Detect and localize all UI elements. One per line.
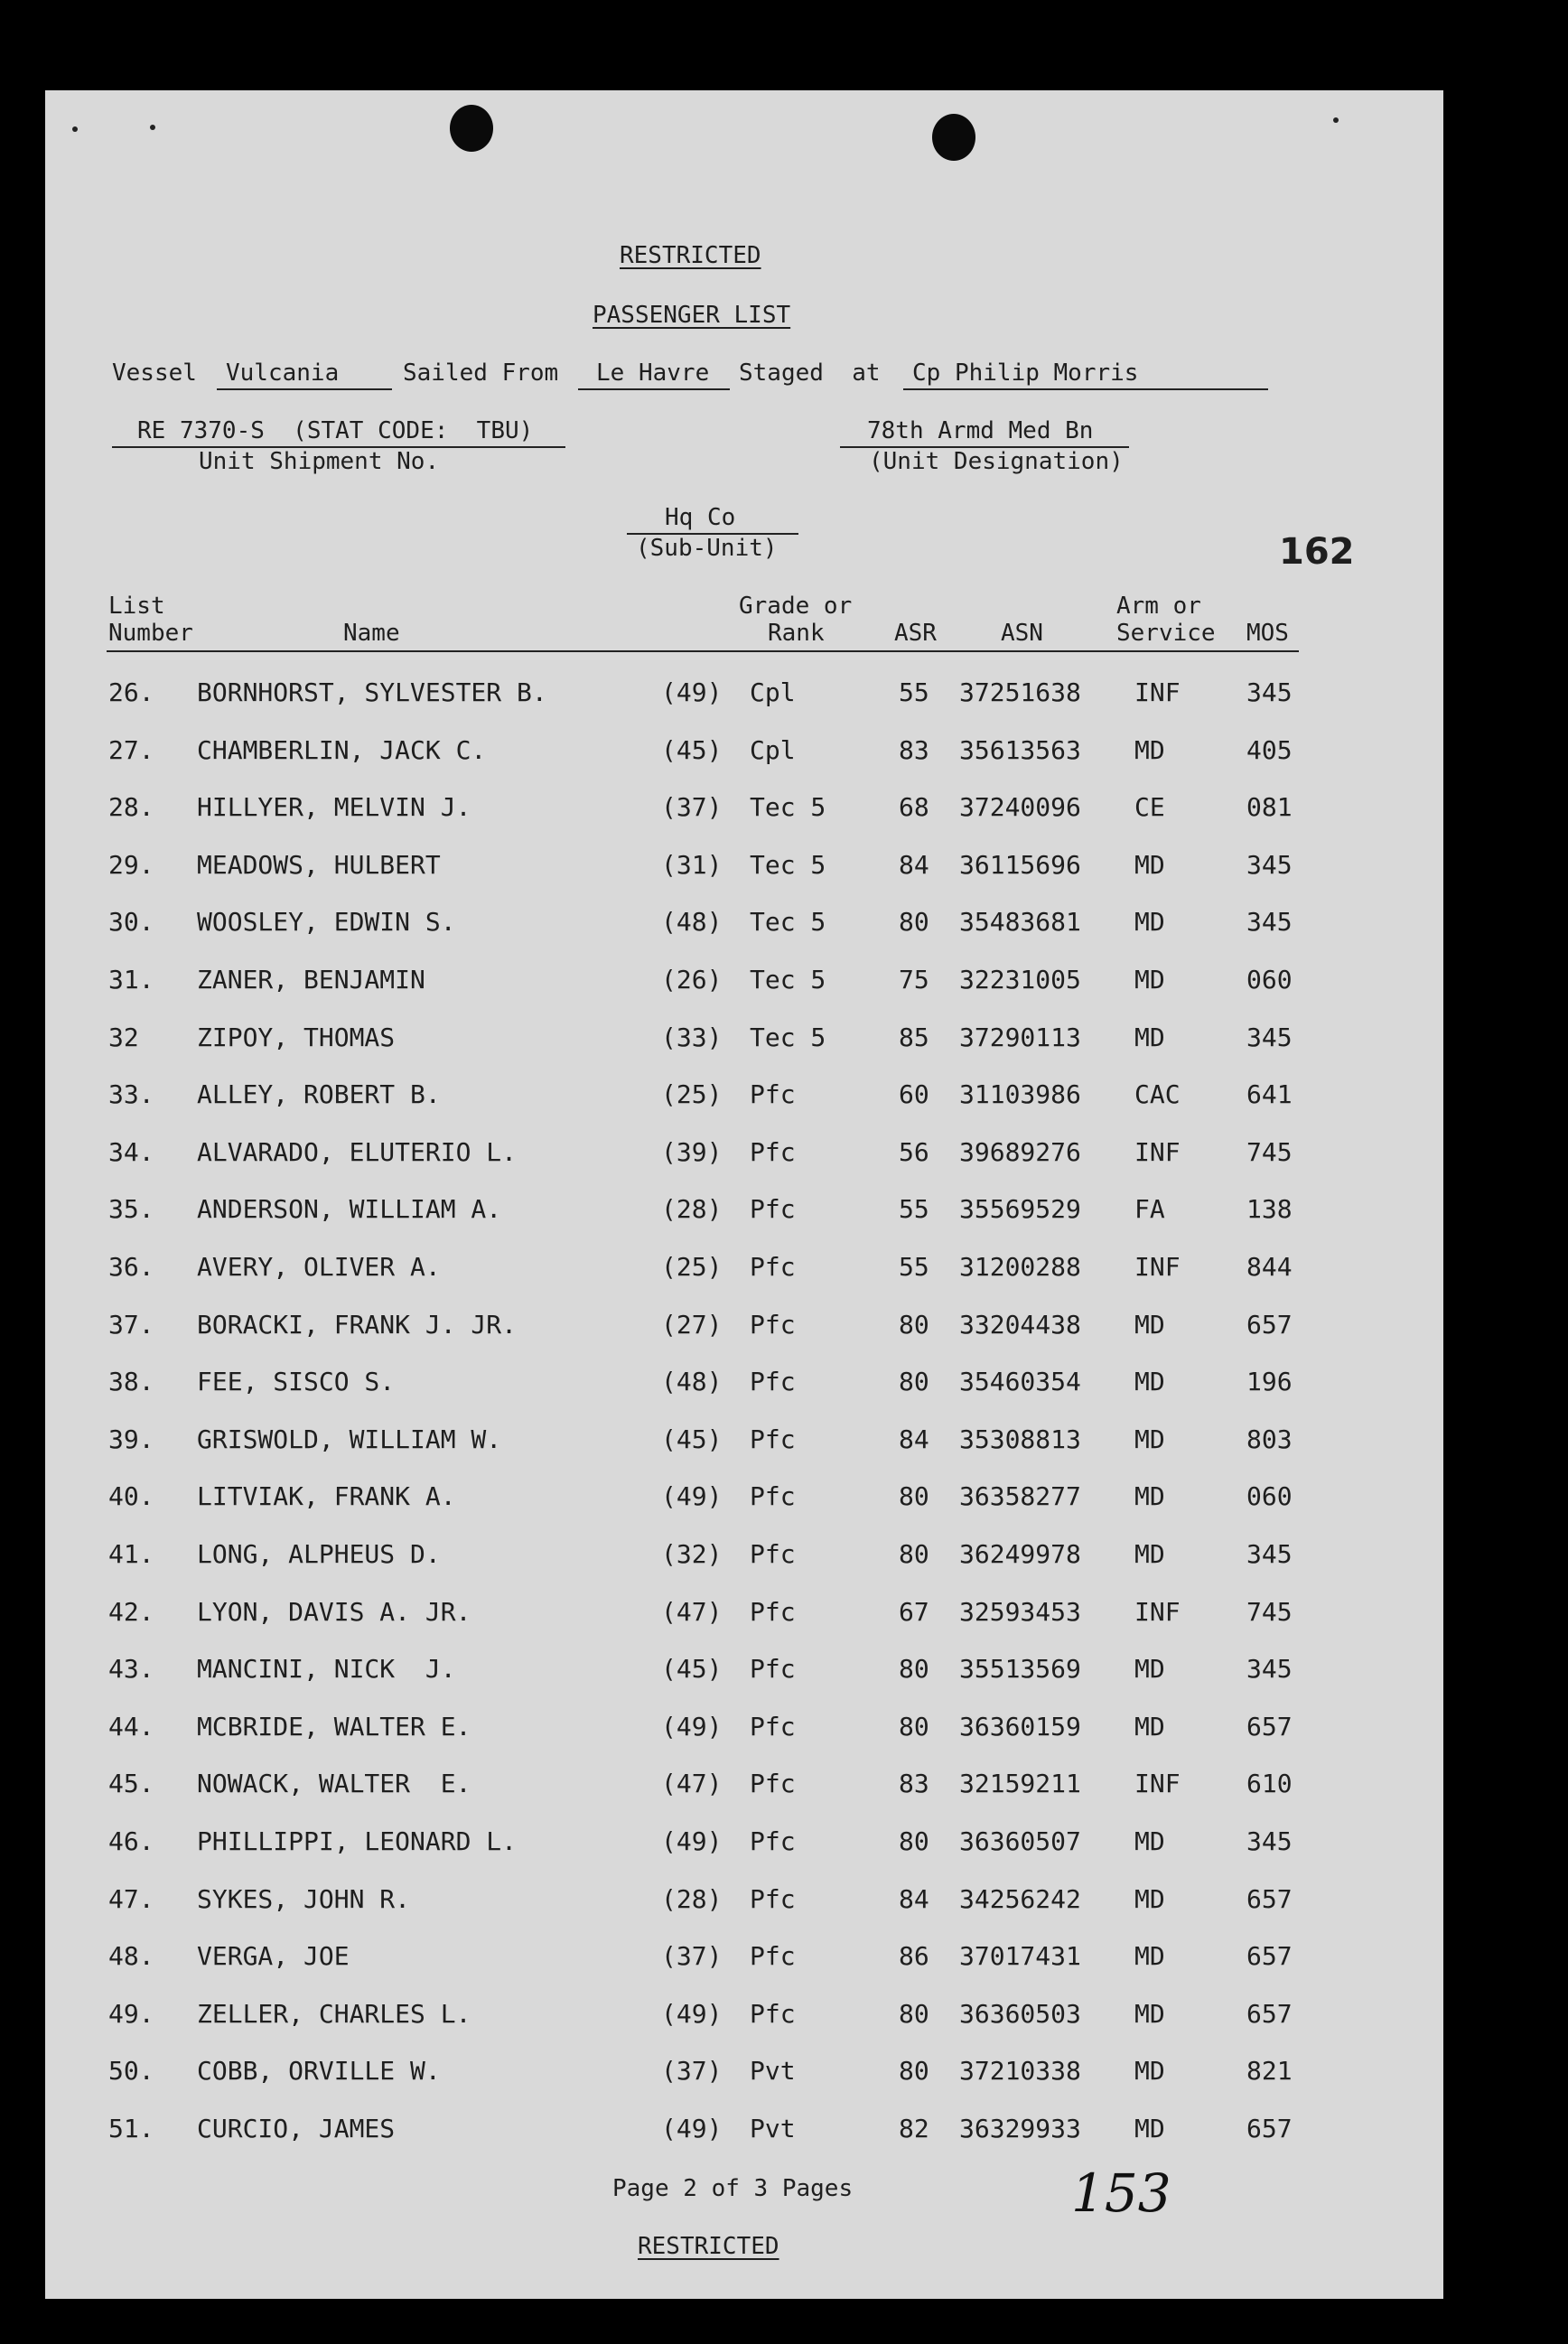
page-info: Page 2 of 3 Pages [612, 2175, 854, 2202]
mos-code: 060 [1246, 965, 1293, 995]
list-number: 49. [108, 1998, 154, 2029]
asr-value: 80 [899, 1711, 929, 1742]
passenger-name: MANCINI, NICK J. [197, 1654, 456, 1685]
grade-code: (39) [661, 1136, 723, 1167]
mos-code: 657 [1246, 2114, 1293, 2143]
unit-designation: 78th Armd Med Bn [867, 417, 1094, 444]
table-row [45, 2114, 1443, 2150]
asn-value: 32231005 [959, 965, 1081, 995]
passenger-name: GRISWOLD, WILLIAM W. [197, 1424, 502, 1454]
restricted-bottom: RESTRICTED [638, 2233, 779, 2260]
passenger-name: LYON, DAVIS A. JR. [197, 1596, 471, 1627]
asr-value: 80 [899, 1481, 929, 1512]
unit-designation-label: (Unit Designation) [869, 448, 1124, 475]
mos-code: 821 [1246, 2056, 1293, 2087]
grade-rank: Pfc [750, 1136, 796, 1167]
passenger-name: LITVIAK, FRANK A. [197, 1481, 456, 1512]
table-row [45, 1597, 1443, 1633]
handwritten-number: 153 [1071, 2162, 1171, 2224]
asn-value: 33204438 [959, 1309, 1081, 1340]
vessel-label: Vessel [112, 360, 197, 387]
grade-rank: Pfc [750, 1883, 796, 1914]
asn-value: 31200288 [959, 1252, 1081, 1282]
asn-value: 36360503 [959, 1998, 1081, 2029]
table-row [45, 677, 1443, 714]
asn-value: 36358277 [959, 1481, 1081, 1512]
mos-code: 657 [1246, 1941, 1293, 1972]
asn-value: 35308813 [959, 1424, 1081, 1454]
list-number: 47. [108, 1883, 154, 1914]
passenger-name: CHAMBERLIN, JACK C. [197, 734, 487, 765]
grade-code: (49) [661, 1998, 723, 2029]
list-number: 50. [108, 2056, 154, 2087]
col-asn: ASN [1001, 620, 1043, 647]
arm-service: MD [1134, 907, 1165, 938]
mos-code: 657 [1246, 1711, 1293, 1742]
mos-code: 345 [1246, 1654, 1293, 1685]
asn-value: 36249978 [959, 1539, 1081, 1569]
grade-code: (27) [661, 1309, 723, 1340]
arm-service: MD [1134, 1022, 1165, 1052]
list-number: 27. [108, 734, 154, 765]
mos-code: 803 [1246, 1424, 1293, 1454]
mos-code: 060 [1246, 1481, 1293, 1512]
mos-code: 345 [1246, 1022, 1293, 1052]
passenger-name: BORACKI, FRANK J. JR. [197, 1309, 518, 1340]
shipment-number: RE 7370-S (STAT CODE: TBU) [137, 417, 534, 444]
arm-service: MD [1134, 1711, 1165, 1742]
asn-value: 36360507 [959, 1826, 1081, 1856]
table-row [45, 1712, 1443, 1748]
asr-value: 80 [899, 1654, 929, 1685]
mos-code: 081 [1246, 792, 1293, 823]
table-row [45, 1826, 1443, 1863]
sub-unit-label: (Sub-Unit) [636, 535, 778, 562]
arm-service: MD [1134, 965, 1165, 995]
list-number: 34. [108, 1136, 154, 1167]
asr-value: 80 [899, 907, 929, 938]
mos-code: 405 [1246, 734, 1293, 765]
list-number: 38. [108, 1367, 154, 1397]
mos-code: 745 [1246, 1596, 1293, 1627]
list-number: 36. [108, 1252, 154, 1282]
asr-value: 60 [899, 1079, 929, 1110]
asr-value: 80 [899, 1826, 929, 1856]
grade-code: (49) [661, 677, 723, 707]
list-number: 32 [108, 1022, 139, 1052]
grade-code: (33) [661, 1022, 723, 1052]
vessel-value: Vulcania [226, 360, 340, 387]
table-row [45, 1769, 1443, 1805]
list-number: 39. [108, 1424, 154, 1454]
grade-rank: Pfc [750, 1252, 796, 1282]
asn-value: 35460354 [959, 1367, 1081, 1397]
mos-code: 610 [1246, 1769, 1293, 1799]
grade-rank: Pfc [750, 1194, 796, 1225]
arm-service: MD [1134, 1481, 1165, 1512]
sailed-from-label: Sailed From [403, 360, 559, 387]
asr-value: 83 [899, 734, 929, 765]
grade-code: (31) [661, 849, 723, 880]
grade-code: (45) [661, 1424, 723, 1454]
list-number: 46. [108, 1826, 154, 1856]
table-row [45, 1079, 1443, 1116]
list-number: 35. [108, 1194, 154, 1225]
list-number: 29. [108, 849, 154, 880]
table-row [45, 1137, 1443, 1173]
table-row [45, 1367, 1443, 1403]
asr-value: 80 [899, 1998, 929, 2029]
table-row [45, 735, 1443, 771]
grade-rank: Pfc [750, 1941, 796, 1972]
grade-rank: Tec 5 [750, 792, 826, 823]
staged-at-rule [903, 388, 1268, 390]
table-row [45, 1884, 1443, 1920]
arm-service: MD [1134, 1826, 1165, 1856]
mos-code: 345 [1246, 1826, 1293, 1856]
staged-at-label: Staged at [739, 360, 881, 387]
asr-value: 85 [899, 1022, 929, 1052]
sailed-from-value: Le Havre [596, 360, 710, 387]
mos-code: 345 [1246, 907, 1293, 938]
arm-service: INF [1134, 1136, 1181, 1167]
passenger-name: COBB, ORVILLE W. [197, 2056, 441, 2087]
arm-service: MD [1134, 1367, 1165, 1397]
document-title: PASSENGER LIST [593, 302, 791, 329]
asr-value: 84 [899, 849, 929, 880]
list-number: 41. [108, 1539, 154, 1569]
asn-value: 37251638 [959, 677, 1081, 707]
list-number: 40. [108, 1481, 154, 1512]
passenger-name: WOOSLEY, EDWIN S. [197, 907, 456, 938]
grade-rank: Tec 5 [750, 849, 826, 880]
passenger-name: FEE, SISCO S. [197, 1367, 396, 1397]
passenger-name: ALLEY, ROBERT B. [197, 1079, 441, 1110]
mos-code: 196 [1246, 1367, 1293, 1397]
punch-hole [450, 105, 493, 152]
list-number: 44. [108, 1711, 154, 1742]
asn-value: 35569529 [959, 1194, 1081, 1225]
arm-service: INF [1134, 1252, 1181, 1282]
arm-service: MD [1134, 1309, 1165, 1340]
ink-speck [150, 125, 155, 130]
asr-value: 55 [899, 1194, 929, 1225]
asn-value: 37240096 [959, 792, 1081, 823]
col-mos: MOS [1246, 620, 1289, 647]
grade-code: (28) [661, 1883, 723, 1914]
arm-service: MD [1134, 1539, 1165, 1569]
list-number: 37. [108, 1309, 154, 1340]
asn-value: 31103986 [959, 1079, 1081, 1110]
grade-code: (26) [661, 965, 723, 995]
grade-code: (45) [661, 734, 723, 765]
asn-value: 34256242 [959, 1883, 1081, 1914]
asn-value: 36360159 [959, 1711, 1081, 1742]
col-list-2: Number [108, 620, 193, 647]
stamp-number: 162 [1279, 531, 1355, 573]
grade-code: (28) [661, 1194, 723, 1225]
grade-rank: Pfc [750, 1481, 796, 1512]
grade-rank: Cpl [750, 734, 796, 765]
asn-value: 32593453 [959, 1596, 1081, 1627]
mos-code: 345 [1246, 677, 1293, 707]
asn-value: 36115696 [959, 849, 1081, 880]
list-number: 45. [108, 1769, 154, 1799]
list-number: 51. [108, 2114, 154, 2143]
passenger-name: ZELLER, CHARLES L. [197, 1998, 471, 2029]
table-row [45, 1424, 1443, 1461]
grade-rank: Pfc [750, 1711, 796, 1742]
grade-rank: Pfc [750, 1367, 796, 1397]
mos-code: 138 [1246, 1194, 1293, 1225]
list-number: 42. [108, 1596, 154, 1627]
grade-rank: Pfc [750, 1424, 796, 1454]
asr-value: 86 [899, 1941, 929, 1972]
col-grade-2: Rank [768, 620, 825, 647]
arm-service: MD [1134, 2114, 1165, 2143]
asr-value: 75 [899, 965, 929, 995]
grade-rank: Pfc [750, 1596, 796, 1627]
asn-value: 35483681 [959, 907, 1081, 938]
mos-code: 745 [1246, 1136, 1293, 1167]
table-row [45, 1654, 1443, 1690]
grade-code: (49) [661, 2114, 723, 2143]
ink-speck [1333, 117, 1339, 123]
asr-value: 55 [899, 677, 929, 707]
table-row [45, 1539, 1443, 1575]
grade-code: (47) [661, 1769, 723, 1799]
table-row [45, 1310, 1443, 1346]
grade-rank: Pfc [750, 1654, 796, 1685]
table-row [45, 1023, 1443, 1059]
grade-code: (47) [661, 1596, 723, 1627]
document-page [45, 90, 1443, 2299]
grade-rank: Pfc [750, 1079, 796, 1110]
asr-value: 83 [899, 1769, 929, 1799]
table-row [45, 1194, 1443, 1230]
grade-code: (25) [661, 1252, 723, 1282]
grade-code: (45) [661, 1654, 723, 1685]
asn-value: 35613563 [959, 734, 1081, 765]
asr-value: 84 [899, 1424, 929, 1454]
table-row [45, 1941, 1443, 1977]
grade-code: (37) [661, 2056, 723, 2087]
asr-value: 80 [899, 1539, 929, 1569]
grade-code: (49) [661, 1711, 723, 1742]
list-number: 33. [108, 1079, 154, 1110]
grade-code: (37) [661, 1941, 723, 1972]
grade-rank: Pvt [750, 2114, 796, 2143]
grade-code: (37) [661, 792, 723, 823]
grade-code: (48) [661, 1367, 723, 1397]
arm-service: CE [1134, 792, 1165, 823]
asr-value: 68 [899, 792, 929, 823]
asn-value: 37017431 [959, 1941, 1081, 1972]
mos-code: 345 [1246, 849, 1293, 880]
list-number: 43. [108, 1654, 154, 1685]
asr-value: 84 [899, 1883, 929, 1914]
asn-value: 39689276 [959, 1136, 1081, 1167]
grade-rank: Pfc [750, 1309, 796, 1340]
asr-value: 56 [899, 1136, 929, 1167]
asr-value: 80 [899, 1367, 929, 1397]
sailed-from-rule [578, 388, 730, 390]
passenger-name: MCBRIDE, WALTER E. [197, 1711, 471, 1742]
table-row [45, 907, 1443, 943]
passenger-name: HILLYER, MELVIN J. [197, 792, 471, 823]
list-number: 31. [108, 965, 154, 995]
passenger-name: CURCIO, JAMES [197, 2114, 396, 2143]
arm-service: MD [1134, 849, 1165, 880]
table-row [45, 850, 1443, 886]
mos-code: 657 [1246, 1883, 1293, 1914]
passenger-name: ALVARADO, ELUTERIO L. [197, 1136, 518, 1167]
col-asr: ASR [894, 620, 937, 647]
sub-unit: Hq Co [665, 504, 736, 531]
table-row [45, 1999, 1443, 2035]
asr-value: 80 [899, 2056, 929, 2087]
passenger-name: MEADOWS, HULBERT [197, 849, 441, 880]
arm-service: INF [1134, 1769, 1181, 1799]
grade-rank: Tec 5 [750, 965, 826, 995]
col-name: Name [343, 620, 400, 647]
mos-code: 641 [1246, 1079, 1293, 1110]
arm-service: INF [1134, 677, 1181, 707]
grade-rank: Tec 5 [750, 907, 826, 938]
asn-value: 36329933 [959, 2114, 1081, 2143]
arm-service: INF [1134, 1596, 1181, 1627]
passenger-name: LONG, ALPHEUS D. [197, 1539, 441, 1569]
staged-at-value: Cp Philip Morris [912, 360, 1139, 387]
passenger-name: ZIPOY, THOMAS [197, 1022, 396, 1052]
arm-service: MD [1134, 734, 1165, 765]
asn-value: 32159211 [959, 1769, 1081, 1799]
grade-code: (32) [661, 1539, 723, 1569]
grade-rank: Cpl [750, 677, 796, 707]
list-number: 48. [108, 1941, 154, 1972]
col-arm-2: Service [1116, 620, 1216, 647]
arm-service: FA [1134, 1194, 1165, 1225]
grade-code: (49) [661, 1826, 723, 1856]
asr-value: 80 [899, 1309, 929, 1340]
punch-hole [932, 114, 975, 161]
table-row [45, 1252, 1443, 1288]
arm-service: MD [1134, 1998, 1165, 2029]
grade-rank: Pfc [750, 1769, 796, 1799]
passenger-name: AVERY, OLIVER A. [197, 1252, 441, 1282]
asn-value: 35513569 [959, 1654, 1081, 1685]
arm-service: MD [1134, 1424, 1165, 1454]
header-rule [107, 650, 1299, 652]
mos-code: 345 [1246, 1539, 1293, 1569]
col-arm-1: Arm or [1116, 593, 1201, 620]
grade-rank: Tec 5 [750, 1022, 826, 1052]
mos-code: 657 [1246, 1998, 1293, 2029]
asr-value: 82 [899, 2114, 929, 2143]
table-row [45, 792, 1443, 828]
passenger-name: VERGA, JOE [197, 1941, 350, 1972]
arm-service: MD [1134, 1883, 1165, 1914]
table-row [45, 965, 1443, 1001]
asr-value: 55 [899, 1252, 929, 1282]
vessel-rule [217, 388, 392, 390]
passenger-name: ANDERSON, WILLIAM A. [197, 1194, 502, 1225]
mos-code: 844 [1246, 1252, 1293, 1282]
arm-service: MD [1134, 1654, 1165, 1685]
passenger-name: ZANER, BENJAMIN [197, 965, 425, 995]
grade-code: (25) [661, 1079, 723, 1110]
passenger-name: PHILLIPPI, LEONARD L. [197, 1826, 518, 1856]
col-list-1: List [108, 593, 165, 620]
arm-service: MD [1134, 1941, 1165, 1972]
grade-code: (49) [661, 1481, 723, 1512]
grade-code: (48) [661, 907, 723, 938]
list-number: 30. [108, 907, 154, 938]
shipment-label: Unit Shipment No. [199, 448, 440, 475]
grade-rank: Pfc [750, 1826, 796, 1856]
passenger-name: SYKES, JOHN R. [197, 1883, 411, 1914]
arm-service: MD [1134, 2056, 1165, 2087]
asn-value: 37210338 [959, 2056, 1081, 2087]
passenger-name: NOWACK, WALTER E. [197, 1769, 471, 1799]
grade-rank: Pfc [750, 1539, 796, 1569]
list-number: 26. [108, 677, 154, 707]
col-grade-1: Grade or [739, 593, 853, 620]
grade-rank: Pvt [750, 2056, 796, 2087]
ink-speck [72, 126, 78, 132]
passenger-name: BORNHORST, SYLVESTER B. [197, 677, 547, 707]
asn-value: 37290113 [959, 1022, 1081, 1052]
asr-value: 67 [899, 1596, 929, 1627]
mos-code: 657 [1246, 1309, 1293, 1340]
grade-rank: Pfc [750, 1998, 796, 2029]
arm-service: CAC [1134, 1079, 1181, 1110]
restricted-top: RESTRICTED [620, 242, 761, 269]
table-row [45, 2056, 1443, 2092]
list-number: 28. [108, 792, 154, 823]
table-row [45, 1481, 1443, 1518]
